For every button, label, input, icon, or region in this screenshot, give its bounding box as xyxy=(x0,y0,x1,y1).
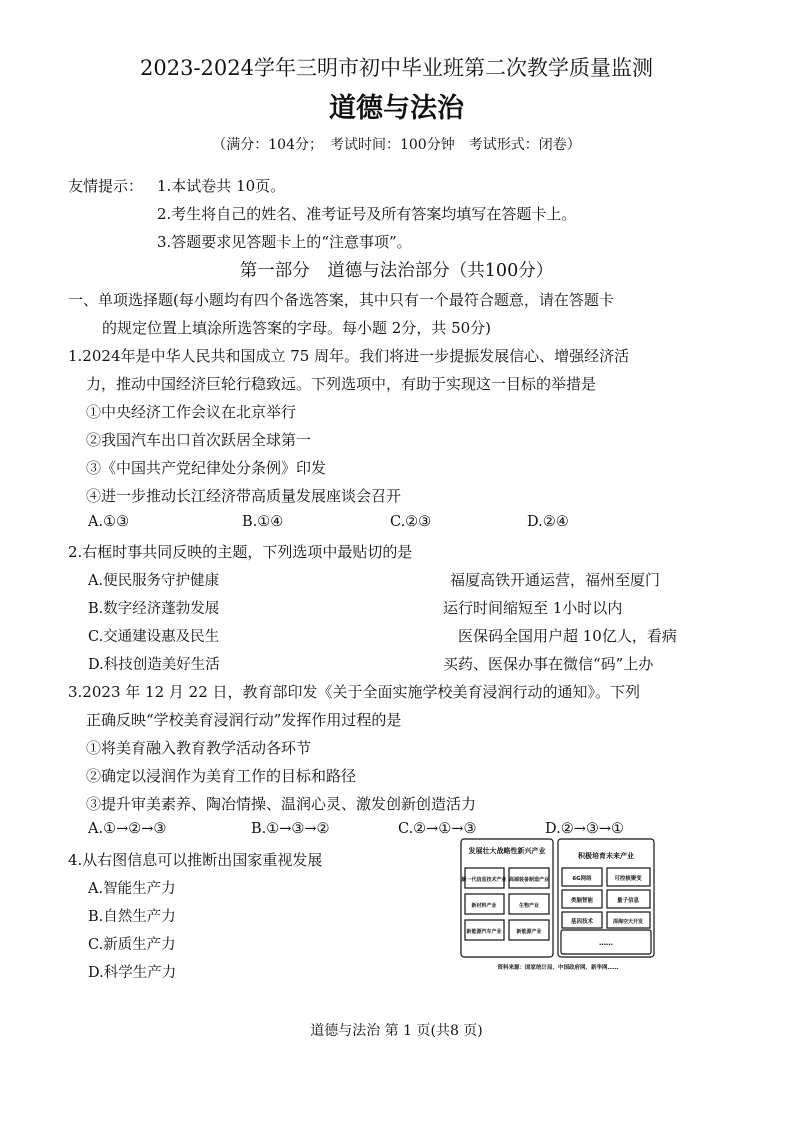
figure-cell: 深海空天开发 xyxy=(612,919,644,925)
figure-source: 资料来源：国家统计局、中国政府网、新华网…… xyxy=(497,965,619,971)
figure-cell: 生物产业 xyxy=(518,903,540,909)
q3-option-a[interactable]: A.①→②→③ xyxy=(88,821,167,837)
q3-option-b[interactable]: B.①→③→② xyxy=(251,821,330,837)
q1-option-d[interactable]: D.②④ xyxy=(527,514,569,530)
exam-meta: （满分：104分； 考试时间：100分钟 考试形式：闭卷） xyxy=(212,137,581,153)
figure-cell: 6G网络 xyxy=(572,876,592,882)
industry-figure xyxy=(458,836,658,974)
left-panel xyxy=(461,839,553,957)
q2-option-b[interactable]: B.数字经济蓬勃发展 xyxy=(88,601,220,617)
figure-cell: 类脑智能 xyxy=(570,898,594,904)
q3-item: ①将美育融入教育教学活动各环节 xyxy=(86,739,312,757)
tip-item: 2.考生将自己的姓名、准考证号及所有答案均填写在答题卡上。 xyxy=(157,205,577,223)
part-title: 第一部分 道德与法治部分（共100分） xyxy=(239,261,554,281)
figure-ellipsis: …… xyxy=(599,939,613,947)
q3-stem-cont: 正确反映“学校美育浸润行动”发挥作用过程的是 xyxy=(86,711,402,729)
right-panel-title: 积极培育未来产业 xyxy=(578,852,634,860)
q4-option-a[interactable]: A.智能生产力 xyxy=(88,881,176,897)
q2-option-a[interactable]: A.便民服务守护健康 xyxy=(88,573,220,589)
figure-cell: 新能源产业 xyxy=(516,929,542,935)
subject-title: 道德与法治 xyxy=(329,93,464,124)
q1-option-c[interactable]: C.②③ xyxy=(390,514,432,530)
q2-option-d[interactable]: D.科技创造美好生活 xyxy=(88,657,220,673)
exam-title: 2023-2024学年三明市初中毕业班第二次教学质量监测 xyxy=(140,56,653,80)
figure-cell: 新材料产业 xyxy=(471,903,497,909)
q1-option-a[interactable]: A.①③ xyxy=(88,514,130,530)
q1-stem: 1.2024年是中华人民共和国成立 75 周年。我们将进一步提振发展信心、增强经济活 xyxy=(68,347,630,365)
q1-stem-cont: 力，推动中国经济巨轮行稳致远。下列选项中，有助于实现这一目标的举措是 xyxy=(86,375,597,393)
section-instruction-cont: 的规定位置上填涂所选答案的字母。每小题 2分，共 50分) xyxy=(102,319,492,337)
tip-item: 1.本试卷共 10页。 xyxy=(157,177,286,195)
q4-option-b[interactable]: B.自然生产力 xyxy=(88,909,176,925)
q3-item: ②确定以浸润作为美育工作的目标和路径 xyxy=(86,767,357,785)
q1-option-b[interactable]: B.①④ xyxy=(242,514,284,530)
q2-news-line: 医保码全国用户超 10亿人，看病 xyxy=(458,627,677,645)
left-panel-title: 发展壮大战略性新兴产业 xyxy=(468,847,546,855)
q4-option-d[interactable]: D.科学生产力 xyxy=(88,965,177,981)
q2-news-line: 运行时间缩短至 1小时以内 xyxy=(443,599,623,617)
figure-cell: 量子信息 xyxy=(616,898,640,904)
q1-item: ①中央经济工作会议在北京举行 xyxy=(86,403,297,421)
q2-stem: 2.右框时事共同反映的主题，下列选项中最贴切的是 xyxy=(68,543,413,561)
tip-item: 3.答题要求见答题卡上的“注意事项”。 xyxy=(157,233,412,251)
tips-label: 友情提示： xyxy=(68,177,144,195)
q3-option-c[interactable]: C.②→①→③ xyxy=(398,821,477,837)
section-instruction: 一、单项选择题(每小题均有四个备选答案，其中只有一个最符合题意，请在答题卡 xyxy=(68,291,614,309)
q3-option-d[interactable]: D.②→③→① xyxy=(545,821,625,837)
figure-cell: 新一代信息技术产业 xyxy=(461,877,507,883)
page-footer: 道德与法治 第 1 页(共8 页) xyxy=(310,1023,483,1039)
q1-item: ④进一步推动长江经济带高质量发展座谈会召开 xyxy=(86,487,402,505)
q3-stem: 3.2023 年 12 月 22 日，教育部印发《关于全面实施学校美育浸润行动的通知》。下列 xyxy=(68,683,641,701)
q4-option-c[interactable]: C.新质生产力 xyxy=(88,937,176,953)
q1-item: ③《中国共产党纪律处分条例》印发 xyxy=(86,459,327,477)
q4-stem: 4.从右图信息可以推断出国家重视发展 xyxy=(68,851,323,869)
q1-item: ②我国汽车出口首次跃居全球第一 xyxy=(86,431,312,449)
figure-cell: 新能源汽车产业 xyxy=(466,929,502,935)
figure-cell: 基因技术 xyxy=(570,919,594,925)
q2-option-c[interactable]: C.交通建设惠及民生 xyxy=(88,629,220,645)
figure-cell: 高端装备制造产业 xyxy=(508,877,550,883)
q2-news-line: 买药、医保办事在微信“码”上办 xyxy=(443,655,654,673)
figure-cell: 可控核聚变 xyxy=(614,876,642,882)
q2-news-line: 福厦高铁开通运营，福州至厦门 xyxy=(450,571,661,589)
q3-item: ③提升审美素养、陶冶情操、温润心灵、激发创新创造活力 xyxy=(86,795,477,813)
